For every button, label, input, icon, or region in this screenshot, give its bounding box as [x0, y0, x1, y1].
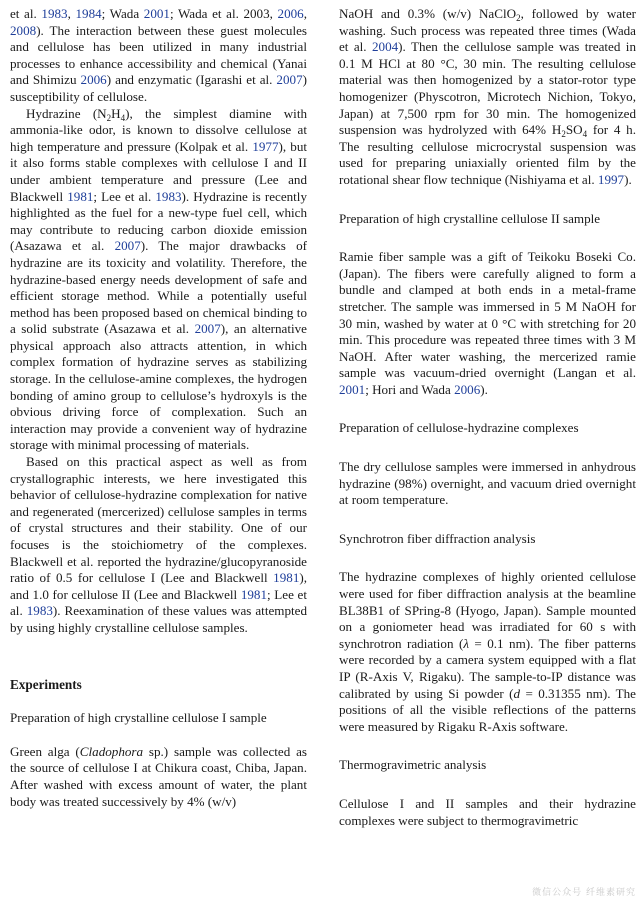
citation-link[interactable]: 2007 [114, 238, 141, 254]
cellulose-ii-paragraph: Ramie fiber sample was a gift of Teikoku Boseki Co. (Japan). The fibers were carefully aligned to form a bundle and clamped at both ends in a metal-frame stretcher. The sample was immersed in 5 M NaOH for 30 min, washed by water at 0 °C with stretching for 20 min. This procedure was repeated three times with 3 M NaOH. After water washing, the mercerized ramie sample was vacuum-dried overnight (Langan et al. 2001; Hori and Wada 2006). [339, 249, 636, 397]
diffraction-heading: Synchrotron fiber diffraction analysis [339, 530, 536, 546]
citation-link[interactable]: 1983 [155, 188, 182, 204]
citation-link[interactable]: 1997 [597, 171, 625, 187]
citation-link[interactable]: 2007 [194, 321, 221, 337]
left-column [10, 6, 307, 810]
citation-link[interactable]: 1981 [273, 570, 300, 586]
thermogravimetric-paragraph: Cellulose I and II samples and their hydrazine complexes were subject to thermogravimetric [339, 795, 636, 828]
watermark: 微信公众号 纤维素研究 [532, 888, 636, 898]
diffraction-paragraph: The hydrazine complexes of highly oriented cellulose were used for fiber diffraction analysis at the beamline BL38B1 of SPring-8 (Hyogo, Japan). Sample mounted on a goniometer head was irradiated for 60 s with synchrotron radiation (λ = 0.1 nm). The fiber patterns were recorded by a camera system equipped with a flat IP (R-Axis V, Rigaku). The sample-to-IP distance was calibrated by using Si powder (d = 0.31355 nm). The positions of all the visible reflections of the patterns were measured by Rigaku R-Axis software. [339, 569, 636, 734]
intro-paragraph-continued: et al. 1983, 1984; Wada 2001; Wada et al. 2003, 2006, 2008). The interaction between these guest molecules and cellulose has been utilized in many industrial processes to enhance accessibility and chemical (Yanai and Shimizu 2006) and enzymatic (Igarashi et al. 2007) susceptibility of cellulose. [10, 6, 307, 104]
cellulose-i-paragraph-continued: NaOH and 0.3% (w/v) NaClO$_2$, followed by water washing. Such process was repeated three times (Wada et al. 2004). Then the cellulose sample was treated in 0.1 M HCl at 80 °C, 30 min. The resulting cellulose material was then homogenized by a stator-rotor type homogenizer (Physcotron, Microtech Nichion, Tokyo, Japan) at 7,500 rpm for 30 min. The homogenized suspension was hydrolyzed with 64% $H_2SO_4$ for 4 h. The resulting cellulose microcrystal suspension was used for preparing uniaxially oriented film by the rotational shear flow technique (Nishiyama et al. 1997). [339, 6, 636, 187]
citation-link[interactable]: 2004 [371, 39, 399, 55]
citation-link[interactable]: 1983 [41, 6, 68, 21]
citation-link[interactable]: 2008 [10, 22, 37, 38]
citation-link[interactable]: 2007 [276, 72, 303, 88]
citation-link[interactable]: 2006 [80, 72, 107, 88]
citation-link[interactable]: 1981 [240, 586, 268, 602]
complexes-paragraph: The dry cellulose samples were immersed in anhydrous hydrazine (98%) overnight, and vacuum dried overnight at room temperature. [339, 459, 636, 508]
experiments-heading: Experiments [10, 676, 82, 692]
cellulose-i-paragraph: Green alga (Cladophora sp.) sample was collected as the source of cellulose I at Chikura coast, Chiba, Japan. After washed with excess amount of water, the plant body was treated successively by 4% (w/v) [10, 743, 308, 809]
cellulose-ii-heading: Preparation of high crystalline cellulose II sample [339, 210, 601, 226]
cellulose-i-heading: Preparation of high crystalline cellulose I sample [10, 710, 267, 726]
thermogravimetric-heading: Thermogravimetric analysis [339, 757, 487, 773]
citation-link[interactable]: 1983 [26, 603, 53, 619]
citation-link[interactable]: 1977 [252, 138, 279, 154]
citation-link[interactable]: 1984 [75, 6, 102, 21]
aim-paragraph: Based on this practical aspect as well as from crystallographic interests, we here investigated this behavior of cellulose-hydrazine complexation for native and regenerated (mercerized) cellulose samples in terms of crystal structures and their stability. One of our focuses is the stoichiometry of the complexes. Blackwell et al. reported the hydrazine/glucopyranoside ratio of 0.5 for cellulose I (Lee and Blackwell 1981), and 1.0 for cellulose II (Lee and Blackwell 1981; Lee et al. 1983). Reexamination of these values was attempted by using highly crystalline cellulose samples. [10, 454, 307, 635]
citation-link[interactable]: 2001 [339, 381, 366, 397]
citation-link[interactable]: 2006 [277, 6, 304, 21]
complexes-heading: Preparation of cellulose-hydrazine complexes [339, 420, 579, 436]
citation-link[interactable]: 1981 [67, 188, 94, 204]
right-column [339, 6, 636, 829]
hydrazine-paragraph: Hydrazine $(N_2H_4)$, the simplest diamine with ammonia-like odor, is known to dissolve cellulose at high temperature and pressure (Kolpak et al. 1977), but it also forms stable complexes with cellulose I and II under ambient temperature and pressure (Lee and Blackwell 1981; Lee et al. 1983). Hydrazine is recently highlighted as the fuel for a new-type fuel cell, which may contribute to reducing carbon dioxide emission (Asazawa et al. 2007). The major drawbacks of hydrazine are its toxicity and volatility. Therefore, the hydrazine-based energy needs development of safe and efficient storage method. While a potentially useful method has been proposed based on chemical binding to a solid substrate (Asazawa et al. 2007), an alternative physical approach also attracts attention, in which complex formation of hydrazine serves as stabilizing storage. In the cellulose-amine complexes, the hydrogen bonding of amino group to cellulose’s hydroxyls is the obvious driving force of complexation. Such an interaction may provide a convenient way of hydrazine storage with minimal processing of materials. [10, 105, 308, 453]
citation-link[interactable]: 2001 [143, 6, 170, 21]
citation-link[interactable]: 2006 [454, 381, 481, 397]
